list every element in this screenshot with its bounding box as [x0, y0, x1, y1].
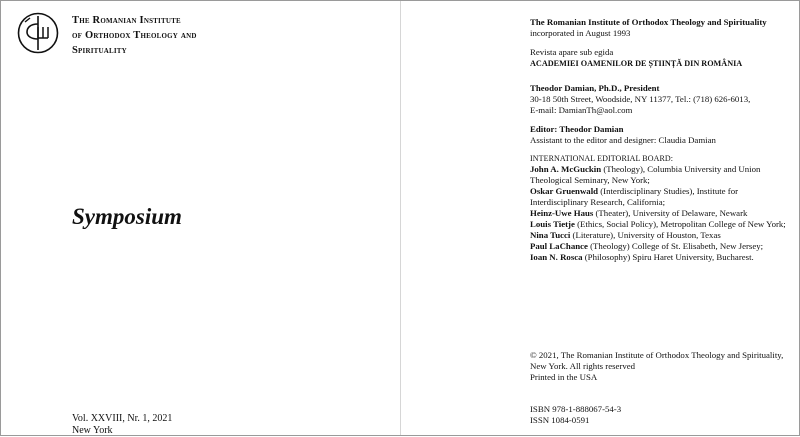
institute-full-name: The Romanian Institute of Orthodox Theology and Spirituality — [530, 17, 767, 27]
volume-block — [72, 413, 172, 437]
revista-line: Revista apare sub egida — [530, 47, 614, 57]
board-member — [530, 252, 792, 263]
editor-line: Editor: Theodor Damian — [530, 124, 624, 134]
board-member — [530, 208, 792, 219]
copyright-block — [530, 350, 792, 383]
board-label: INTERNATIONAL EDITORIAL BOARD: — [530, 154, 674, 163]
board-member-affiliation: (Theology) College of St. Elisabeth, New Jersey; — [587, 241, 764, 251]
address-line: 30-18 50th Street, Woodside, NY 11377, Tel.: (718) 626-6013, — [530, 94, 751, 104]
board-list — [530, 164, 792, 263]
isbn-block — [530, 404, 621, 426]
issn-line: ISSN 1084-0591 — [530, 415, 590, 425]
institute-name-line: of Orthodox Theology and — [72, 30, 197, 41]
printed-line: Printed in the USA — [530, 372, 598, 382]
copyright-line: © 2021, The Romanian Institute of Orthodox Theology and Spirituality, New York. All rights reserved — [530, 350, 784, 371]
institute-name-line: The Romanian Institute — [72, 15, 181, 26]
email-line: E-mail: DamianTh@aol.com — [530, 105, 633, 115]
board-member-name: Ioan N. Rosca — [530, 252, 583, 262]
isbn-line: ISBN 978-1-888067-54-3 — [530, 404, 622, 414]
board-member — [530, 186, 792, 208]
board-member — [530, 219, 792, 230]
academy-line: ACADEMIEI OAMENILOR DE ȘTIINȚĂ DIN ROMÂNIA — [530, 59, 743, 68]
imprint-block — [530, 17, 792, 263]
board-member-name: Heinz-Uwe Haus — [530, 208, 594, 218]
board-member-affiliation: (Interdisciplinary Studies), Institute for Interdisciplinary Research, California; — [530, 186, 739, 207]
incorporated-line: incorporated in August 1993 — [530, 28, 631, 38]
board-member-affiliation: (Philosophy) Spiru Haret University, Bucharest. — [582, 252, 754, 262]
page-divider — [400, 1, 401, 435]
president-line: Theodor Damian, Ph.D., President — [530, 83, 660, 93]
board-member-name: Oskar Gruenwald — [530, 186, 599, 196]
journal-title: Symposium — [72, 204, 182, 229]
board-member-affiliation: (Ethics, Social Policy), Metropolitan College of New York; — [574, 219, 786, 229]
city-line: New York — [72, 425, 113, 436]
board-member — [530, 230, 792, 241]
board-member-name: Louis Tietje — [530, 219, 575, 229]
board-member-affiliation: (Literature), University of Houston, Texas — [570, 230, 721, 240]
board-member-affiliation: (Theater), University of Delaware, Newark — [593, 208, 748, 218]
volume-line: Vol. XXVIII, Nr. 1, 2021 — [72, 413, 173, 424]
board-member — [530, 164, 792, 186]
institute-name-line: Spirituality — [72, 45, 127, 56]
board-member-affiliation: (Theology), Columbia University and Union Theological Seminary, New York; — [530, 164, 761, 185]
assistant-line: Assistant to the editor and designer: Claudia Damian — [530, 135, 716, 145]
institute-monogram-icon — [17, 12, 59, 54]
board-member-name: John A. McGuckin — [530, 164, 602, 174]
board-member-name: Nina Tucci — [530, 230, 571, 240]
board-member-name: Paul LaChance — [530, 241, 588, 251]
board-member — [530, 241, 792, 252]
institute-name-heading — [72, 13, 197, 58]
